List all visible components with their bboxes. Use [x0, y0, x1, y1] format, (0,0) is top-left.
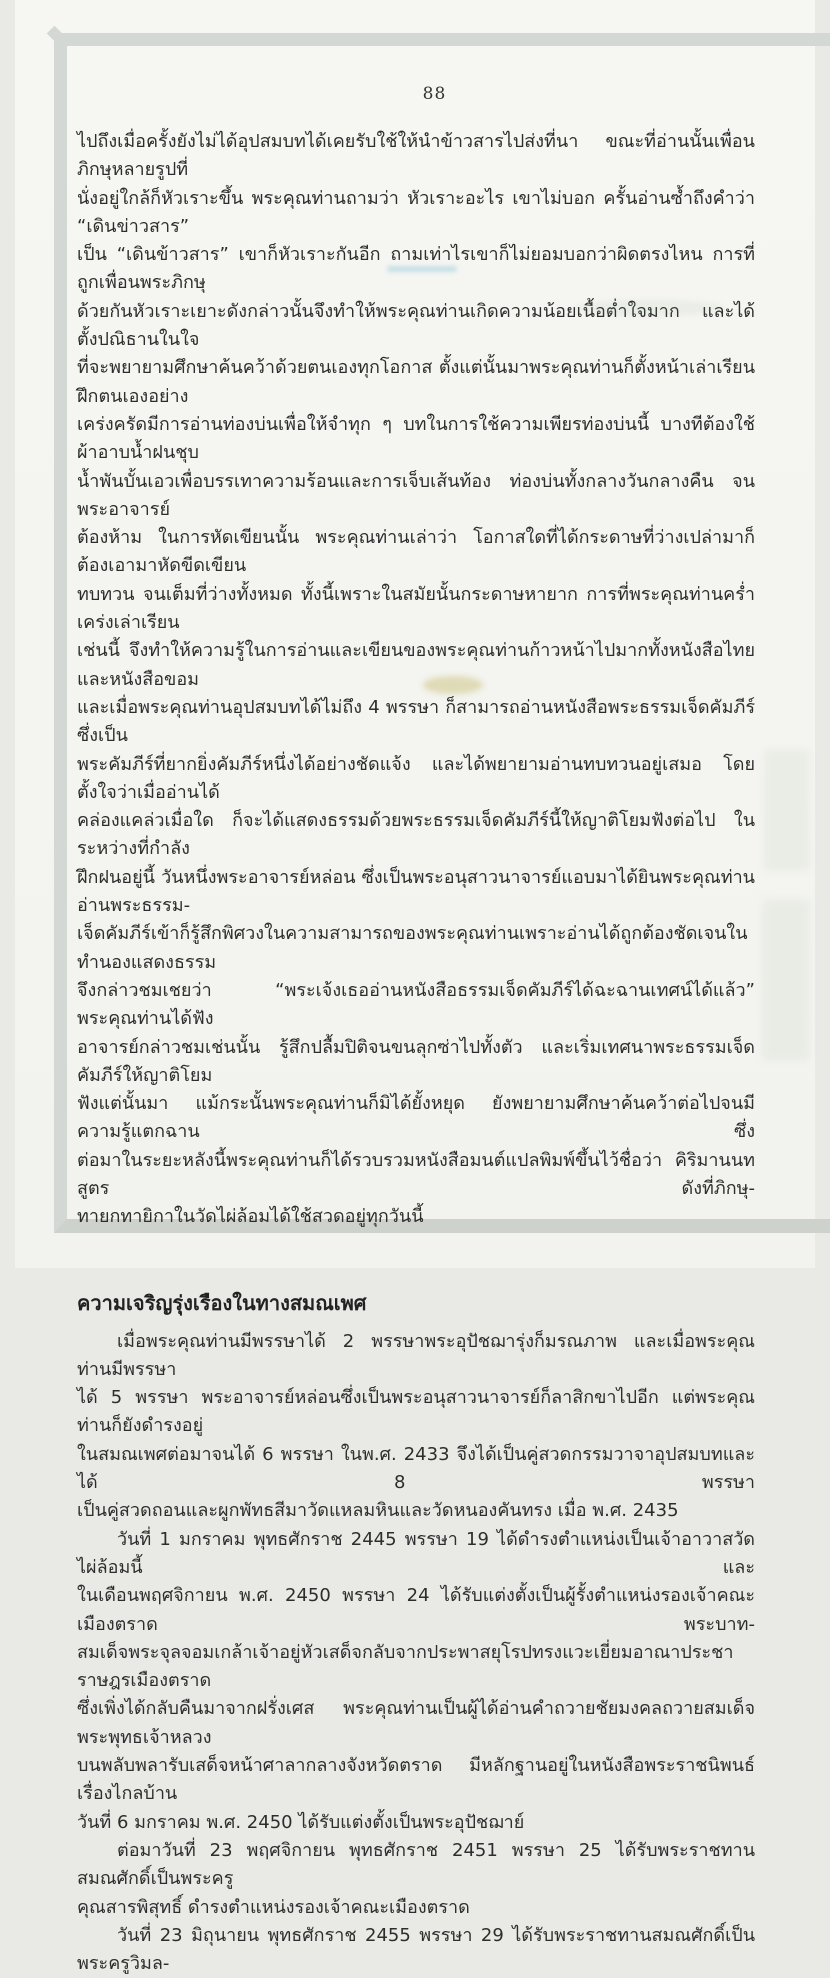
text-line: เจ็ดคัมภีร์เข้าก็รู้สึกพิศวงในความสามารถของพระคุณท่านเพราะอ่านได้ถูกต้องชัดเจนในทำนองแสดงธรรม: [77, 923, 748, 973]
text-line: ในสมณเพศต่อมาจนได้ 6 พรรษา ในพ.ศ. 2433 จึงได้เป็นคู่สวดกรรมวาจาอุปสมบทและได้ 8 พรรษา: [77, 1443, 755, 1494]
text-line: วันที่ 23 มิถุนายน พุทธศักราช 2455 พรรษา 29 ได้รับพระราชทานสมณศักดิ์เป็นพระครูวิมล-: [77, 1924, 755, 1975]
text-line: สมเด็จพระจุลจอมเกล้าเจ้าอยู่หัวเสด็จกลับจากประพาสยุโรปทรงแวะเยี่ยมอาณาประชาราษฎรเมืองตราด: [77, 1641, 734, 1692]
page-number: 88: [422, 84, 447, 104]
text-line: ทายกทายิกาในวัดไผ่ล้อมได้ใช้สวดอยู่ทุกวันนี้: [77, 1206, 424, 1228]
paragraph-abbot: [77, 1526, 755, 1837]
text-line: ด้วยกันหัวเราะเยาะดังกล่าวนั้นจึงทำให้พระคุณท่านเกิดความน้อยเนื้อต่ำใจมาก และได้ตั้งปณิธานในใจ: [77, 300, 755, 351]
text-line: ต้องห้าม ในการหัดเขียนนั้น พระคุณท่านเล่าว่า โอกาสใดที่ได้กระดาษที่ว่างเปล่ามาก็ต้องเอามาหัดขีดเขียน: [77, 527, 755, 577]
text-line: ต่อมาวันที่ 23 พฤศจิกายน พุทธศักราช 2451 พรรษา 25 ได้รับพระราชทานสมณศักดิ์เป็นพระครู: [77, 1839, 755, 1890]
paragraph-rank-1: [77, 1837, 755, 1922]
text-line: จึงกล่าวชมเชยว่า “พระเจ้งเธออ่านหนังสือธรรมเจ็ดคัมภีร์ได้ฉะฉานเทศน์ได้แล้ว” พระคุณท่านได้ฟัง: [77, 979, 755, 1030]
text-line: ทบทวน จนเต็มที่ว่างทั้งหมด ทั้งนี้เพราะในสมัยนั้นกระดาษหายาก การที่พระคุณท่านคร่ำเคร่งเล่าเรียน: [77, 583, 755, 634]
text-line: เช่นนี้ จึงทำให้ความรู้ในการอ่านและเขียนของพระคุณท่านก้าวหน้าไปมากทั้งหนังสือไทยและหนังสือขอม: [77, 640, 755, 690]
paragraph-continued: [77, 128, 755, 1232]
frame-corner-ornament: [47, 26, 63, 42]
text-line: เป็นคู่สวดถอนและผูกพัทธสีมาวัดแหลมหินและวัดหนองคันทรง เมื่อ พ.ศ. 2435: [77, 1500, 679, 1522]
paragraph-monkhood: [77, 1328, 755, 1526]
text-line: น้ำพันบั้นเอวเพื่อบรรเทาความร้อนและการเจ็บเส้นท้อง ท่องบ่นทั้งกลางวันกลางคืน จนพระอาจารย์: [77, 470, 755, 520]
text-line: และเมื่อพระคุณท่านอุปสมบทได้ไม่ถึง 4 พรรษา ก็สามารถอ่านหนังสือพระธรรมเจ็ดคัมภีร์ ซึ่งเป็น: [77, 696, 755, 747]
text-line: ในเดือนพฤศจิกายน พ.ศ. 2450 พรรษา 24 ได้รับแต่งตั้งเป็นผู้รั้งตำแหน่งรองเจ้าคณะเมืองตราด พระบาท-: [77, 1585, 755, 1635]
text-line: ต่อมาในระยะหลังนี้พระคุณท่านก็ได้รวบรวมหนังสือมนต์แปลพิมพ์ขึ้นไว้ชื่อว่า คิริมานนทสูตร ดังที่ภิกษุ-: [77, 1149, 755, 1199]
section-heading: ความเจริญรุ่งเรืองในทางสมณเพศ: [77, 1290, 367, 1315]
scanned-book-page: [15, 0, 815, 1975]
text-line: เป็น “เดินข้าวสาร” เขาก็หัวเราะกันอีก ถามเท่าไรเขาก็ไม่ยอมบอกว่าผิดตรงไหน การที่ถูกเพื่อนพระภิกษุ: [77, 244, 755, 294]
text-line: ที่จะพยายามศึกษาค้นคว้าด้วยตนเองทุกโอกาส ตั้งแต่นั้นมาพระคุณท่านก็ตั้งหน้าเล่าเรียนฝึกตนเองอย่าง: [77, 357, 755, 407]
text-line: บนพลับพลารับเสด็จหน้าศาลากลางจังหวัดตราด มีหลักฐานอยู่ในหนังสือพระราชนิพนธ์เรื่องไกลบ้าน: [77, 1755, 755, 1805]
text-line: อาจารย์กล่าวชมเช่นนั้น รู้สึกปลื้มปิติจนขนลุกซ่าไปทั้งตัว และเริ่มเทศนาพระธรรมเจ็ดคัมภีร์ให้ญาติโยม: [77, 1036, 755, 1086]
paragraph-rank-2: [77, 1922, 755, 1978]
text-line: คุณสารพิสุทธิ์ ดำรงตำแหน่งรองเจ้าคณะเมืองตราด: [77, 1896, 470, 1918]
text-line: ซึ่งเพิ่งได้กลับคืนมาจากฝรั่งเศส พระคุณท่านเป็นผู้ได้อ่านคำถวายชัยมงคลถวายสมเด็จพระพุทธเจ้าหลวง: [77, 1698, 755, 1748]
page-text: [77, 128, 755, 1978]
text-line: คล่องแคล่วเมื่อใด ก็จะได้แสดงธรรมด้วยพระธรรมเจ็ดคัมภีร์นี้ให้ญาติโยมฟังต่อไป ในระหว่างที่กำลัง: [77, 810, 755, 860]
text-line: พระคัมภีร์ที่ยากยิ่งคัมภีร์หนึ่งได้อย่างชัดแจ้ง และได้พยายามอ่านทบทวนอยู่เสมอ โดยตั้งใจว่าเมื่ออ่านได้: [77, 753, 755, 803]
text-line: เคร่งครัดมีการอ่านท่องบ่นเพื่อให้จำทุก ๆ บทในการใช้ความเพียรท่องบ่นนี้ บางทีต้องใช้ผ้าอาบน้ำฝนชุบ: [77, 413, 755, 464]
ink-bleed-ghost: [763, 900, 809, 1060]
text-line: วันที่ 1 มกราคม พุทธศักราช 2445 พรรษา 19 ได้ดำรงตำแหน่งเป็นเจ้าอาวาสวัดไผ่ล้อมนี้ และ: [77, 1528, 755, 1578]
text-line: ได้ 5 พรรษา พระอาจารย์หล่อนซึ่งเป็นพระอนุสาวนาจารย์ก็ลาสิกขาไปอีก แต่พระคุณท่านก็ยังดำรงอยู่: [77, 1387, 755, 1437]
text-line: วันที่ 6 มกราคม พ.ศ. 2450 ได้รับแต่งตั้งเป็นพระอุปัชฌาย์: [77, 1811, 525, 1833]
text-line: เมื่อพระคุณท่านมีพรรษาได้ 2 พรรษาพระอุปัชฌารุ่งก็มรณภาพ และเมื่อพระคุณท่านมีพรรษา: [77, 1330, 755, 1380]
text-line: นั่งอยู่ใกล้ก็หัวเราะขึ้น พระคุณท่านถามว่า หัวเราะอะไร เขาไม่บอก ครั้นอ่านซ้ำถึงคำว่า “เดินข่าวสาร”: [77, 187, 755, 237]
text-line: ไปถึงเมื่อครั้งยังไม่ได้อุปสมบทได้เคยรับใช้ให้นำข้าวสารไปส่งที่นา ขณะที่อ่านนั้นเพื่อนภิกษุหลายรูปที่: [77, 131, 755, 181]
text-line: ฝึกฝนอยู่นี้ วันหนึ่งพระอาจารย์หล่อน ซึ่งเป็นพระอนุสาวนาจารย์แอบมาได้ยินพระคุณท่านอ่านพระธรรม-: [77, 866, 755, 917]
text-line: ฟังแต่นั้นมา แม้กระนั้นพระคุณท่านก็มิได้ยั้งหยุด ยังพยายามศึกษาค้นคว้าต่อไปจนมีความรู้แตกฉาน ซึ่ง: [77, 1093, 755, 1143]
ink-bleed-ghost: [765, 750, 809, 870]
